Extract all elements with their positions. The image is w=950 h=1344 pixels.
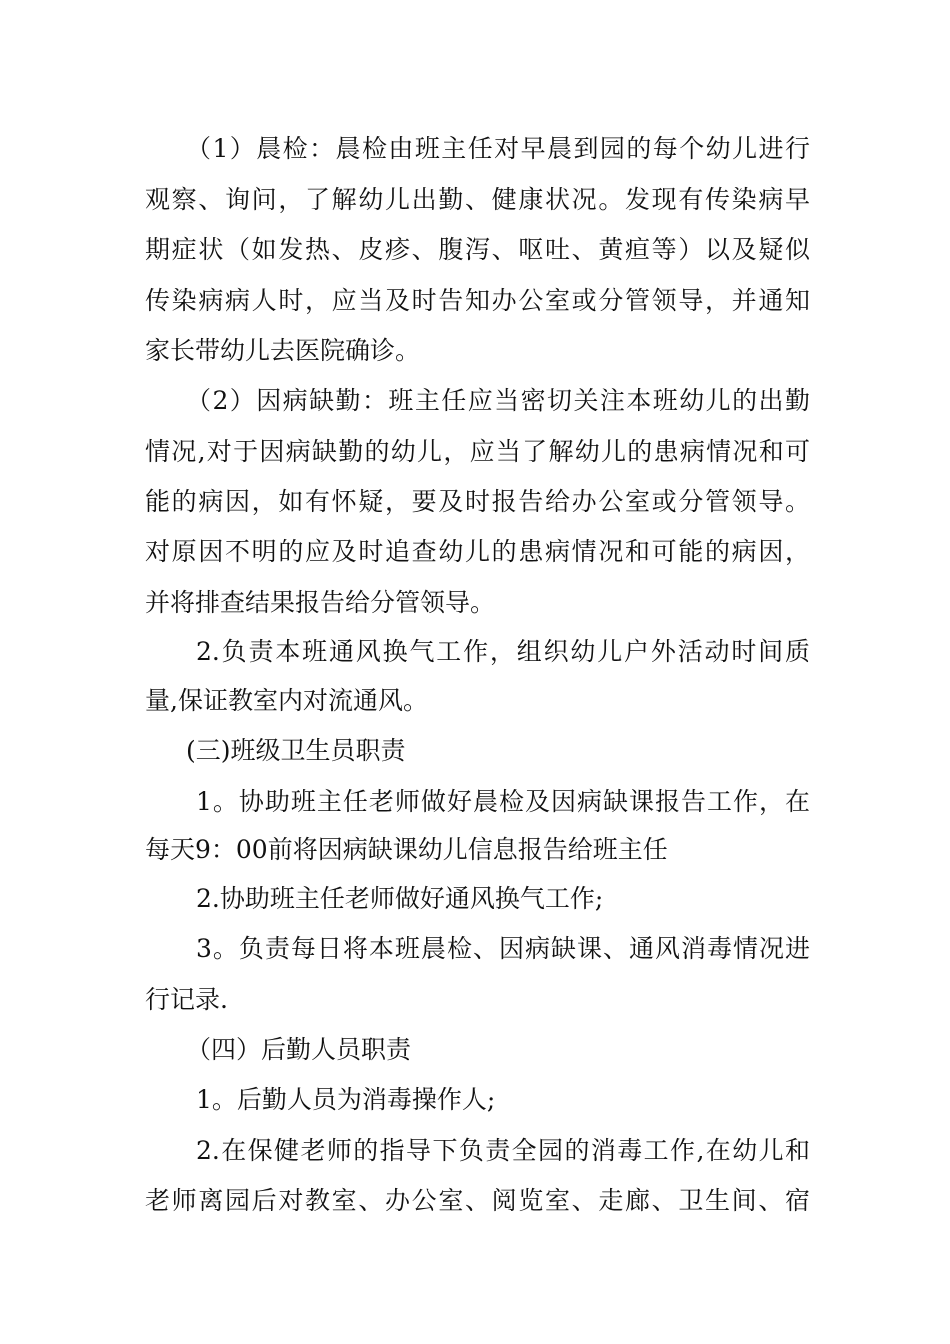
paragraph-morning-check-line-1: （1）晨检：晨检由班主任对早晨到园的每个幼儿进行 (186, 134, 810, 163)
section-heading-logistics-staff: （四）后勤人员职责 (186, 1035, 412, 1064)
paragraph-assist-check-line-1: 1。协助班主任老师做好晨检及因病缺课报告工作，在 (196, 787, 810, 816)
paragraph-absence-line-2: 情况,对于因病缺勤的幼儿，应当了解幼儿的患病情况和可 (145, 437, 810, 466)
paragraph-morning-check-line-3: 期症状（如发热、皮疹、腹泻、呕吐、黄疸等）以及疑似 (145, 235, 810, 264)
paragraph-disinfection-line-2: 老师离园后对教室、办公室、阅览室、走廊、卫生间、宿 (145, 1186, 810, 1215)
paragraph-absence-line-1: （2）因病缺勤：班主任应当密切关注本班幼儿的出勤 (186, 386, 810, 415)
paragraph-ventilation-line-1: 2.负责本班通风换气工作，组织幼儿户外活动时间质 (196, 637, 810, 666)
paragraph-logistics-operator: 1。后勤人员为消毒操作人; (196, 1085, 496, 1114)
paragraph-absence-line-3: 能的病因，如有怀疑，要及时报告给办公室或分管领导。 (145, 487, 810, 516)
paragraph-disinfection-line-1: 2.在保健老师的指导下负责全园的消毒工作,在幼儿和 (196, 1136, 810, 1165)
section-heading-class-health-officer: (三)班级卫生员职责 (186, 736, 406, 765)
paragraph-morning-check-line-2: 观察、询问，了解幼儿出勤、健康状况。发现有传染病早 (145, 185, 810, 214)
paragraph-absence-line-5: 并将排查结果报告给分管领导。 (145, 588, 496, 617)
paragraph-record-line-2: 行记录. (145, 985, 228, 1014)
paragraph-morning-check-line-4: 传染病病人时，应当及时告知办公室或分管领导，并通知 (145, 286, 810, 315)
paragraph-assist-ventilation: 2.协助班主任老师做好通风换气工作; (196, 884, 604, 913)
paragraph-morning-check-line-5: 家长带幼儿去医院确诊。 (145, 336, 421, 365)
paragraph-record-line-1: 3。负责每日将本班晨检、因病缺课、通风消毒情况进 (196, 934, 810, 963)
paragraph-absence-line-4: 对原因不明的应及时追查幼儿的患病情况和可能的病因， (145, 537, 810, 566)
paragraph-assist-check-line-2: 每天9：00前将因病缺课幼儿信息报告给班主任 (145, 835, 668, 864)
paragraph-ventilation-line-2: 量,保证教室内对流通风。 (145, 686, 428, 715)
